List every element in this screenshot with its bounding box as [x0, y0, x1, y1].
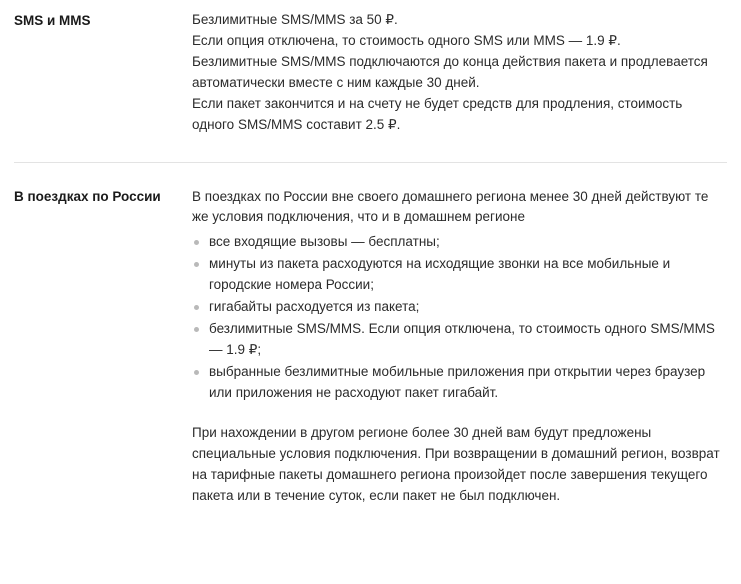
conditions-list — [192, 232, 727, 403]
list-item: все входящие вызовы — бесплатны; — [192, 232, 727, 253]
paragraph: Безлимитные SMS/MMS за 50 ₽. — [192, 12, 398, 27]
list-item: безлимитные SMS/MMS. Если опция отключена, то стоимость одного SMS/MMS — 1.9 ₽; — [192, 319, 727, 361]
list-item: минуты из пакета расходуются на исходящие звонки на все мобильные и городские номера России; — [192, 254, 727, 296]
paragraph-intro: В поездках по России вне своего домашнего региона менее 30 дней действуют те же условия подключения, что и в домашнем регионе — [192, 188, 709, 225]
paragraph: Безлимитные SMS/MMS подключаются до конца действия пакета и продлевается автоматически вместе с ним каждые 30 дней. — [192, 53, 708, 90]
paragraph-outro: При нахождении в другом регионе более 30 дней вам будут предложены специальные условия подключения. При возвращении в домашний регион, возврат на тарифные пакеты домашнего региона произойдет после завершения текущего пакета или в течение суток, если пакет не был подключен. — [192, 424, 720, 503]
list-item: выбранные безлимитные мобильные приложения при открытии через браузер или приложения не расходуют пакет гигабайт. — [192, 362, 727, 404]
section-divider — [14, 162, 727, 163]
section-content-sms-mms — [192, 10, 727, 136]
section-title-sms-mms: SMS и MMS — [14, 13, 91, 28]
paragraph: Если опция отключена, то стоимость одного SMS или MMS — 1.9 ₽. — [192, 32, 621, 48]
section-content-travel-russia — [192, 187, 727, 507]
section-travel-russia — [14, 187, 727, 507]
section-title-travel-russia: В поездках по России — [14, 188, 161, 204]
section-sms-mms — [14, 10, 727, 136]
list-item: гигабайты расходуется из пакета; — [192, 297, 727, 318]
paragraph: Если пакет закончится и на счету не будет средств для продления, стоимость одного SMS/MMS составит 2.5 ₽. — [192, 95, 683, 132]
